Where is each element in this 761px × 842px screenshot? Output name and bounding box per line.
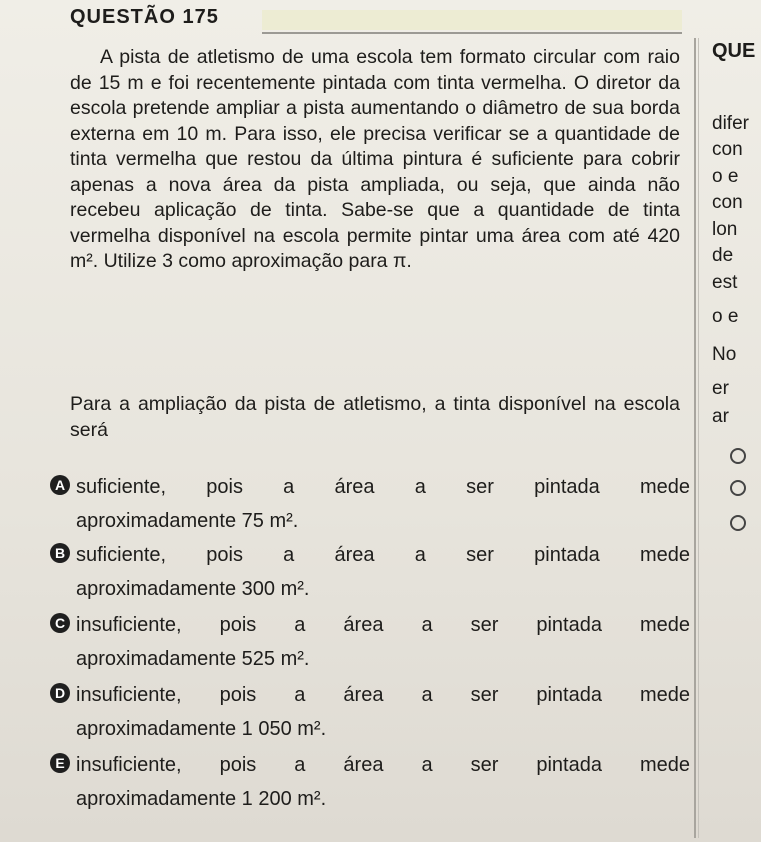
question-prompt (70, 392, 680, 443)
option-letter: E (50, 753, 70, 773)
option-d[interactable] (50, 678, 690, 746)
right-fragment: difer (712, 113, 749, 134)
column-divider (694, 38, 696, 838)
option-letter: C (50, 613, 70, 633)
option-text-line2: aproximadamente 75 m². (76, 510, 299, 532)
option-text-line2: aproximadamente 525 m². (76, 648, 310, 670)
option-text: insuficiente, pois a área a ser pintada mede (76, 754, 690, 776)
option-text: insuficiente, pois a área a ser pintada mede (76, 684, 690, 706)
option-text: insuficiente, pois a área a ser pintada mede (76, 614, 690, 636)
option-c[interactable] (50, 608, 690, 676)
prompt-paragraph: Para a ampliação da pista de atletismo, a tinta disponível na escola será (70, 393, 680, 441)
right-fragment: con (712, 139, 743, 160)
right-fragment: No (712, 344, 737, 365)
right-fragment: lon (712, 219, 738, 240)
right-fragment: o e (712, 166, 739, 187)
option-marker-icon (730, 480, 746, 496)
question-stem (70, 45, 680, 275)
option-text-line2: aproximadamente 1 200 m². (76, 788, 327, 810)
right-fragment: ar (712, 406, 729, 427)
option-text-line2: aproximadamente 1 050 m². (76, 718, 327, 740)
option-letter: D (50, 683, 70, 703)
right-fragment: est (712, 272, 738, 293)
right-fragment: er (712, 378, 729, 399)
option-text: suficiente, pois a área a ser pintada mede (76, 544, 690, 566)
option-b[interactable] (50, 538, 690, 606)
question-title: QUESTÃO 175 (70, 6, 219, 28)
option-text-line2: aproximadamente 300 m². (76, 578, 310, 600)
header-rule (262, 32, 682, 34)
stem-paragraph: A pista de atletismo de uma escola tem formato circular com raio de 15 m e foi recentemente pintada com tinta vermelha. O diretor da escola pretende ampliar a pista aumentando o diâmetro de sua borda externa em 10 m. Para isso, ele precisa verificar se a quantidade de tinta vermelha que restou da última pintura é suficiente para cobrir apenas a nova área da pista ampliada, ou seja, que ainda não recebeu aplicação de tinta. Sabe-se que a quantidade de tinta vermelha disponível na escola permite pintar uma área com até 420 m². Utilize 3 como aproximação para π. (70, 46, 680, 272)
option-letter: B (50, 543, 70, 563)
option-letter: A (50, 475, 70, 495)
option-a[interactable] (50, 470, 690, 538)
option-marker-icon (730, 515, 746, 531)
option-e[interactable] (50, 748, 690, 816)
option-marker-icon (730, 448, 746, 464)
next-question-title: QUE (712, 40, 756, 62)
right-fragment: con (712, 192, 743, 213)
column-divider-inner (698, 38, 699, 838)
title-highlight (262, 10, 682, 30)
right-fragment: o e (712, 306, 739, 327)
option-text: suficiente, pois a área a ser pintada mede (76, 476, 690, 498)
right-fragment: de (712, 245, 734, 266)
